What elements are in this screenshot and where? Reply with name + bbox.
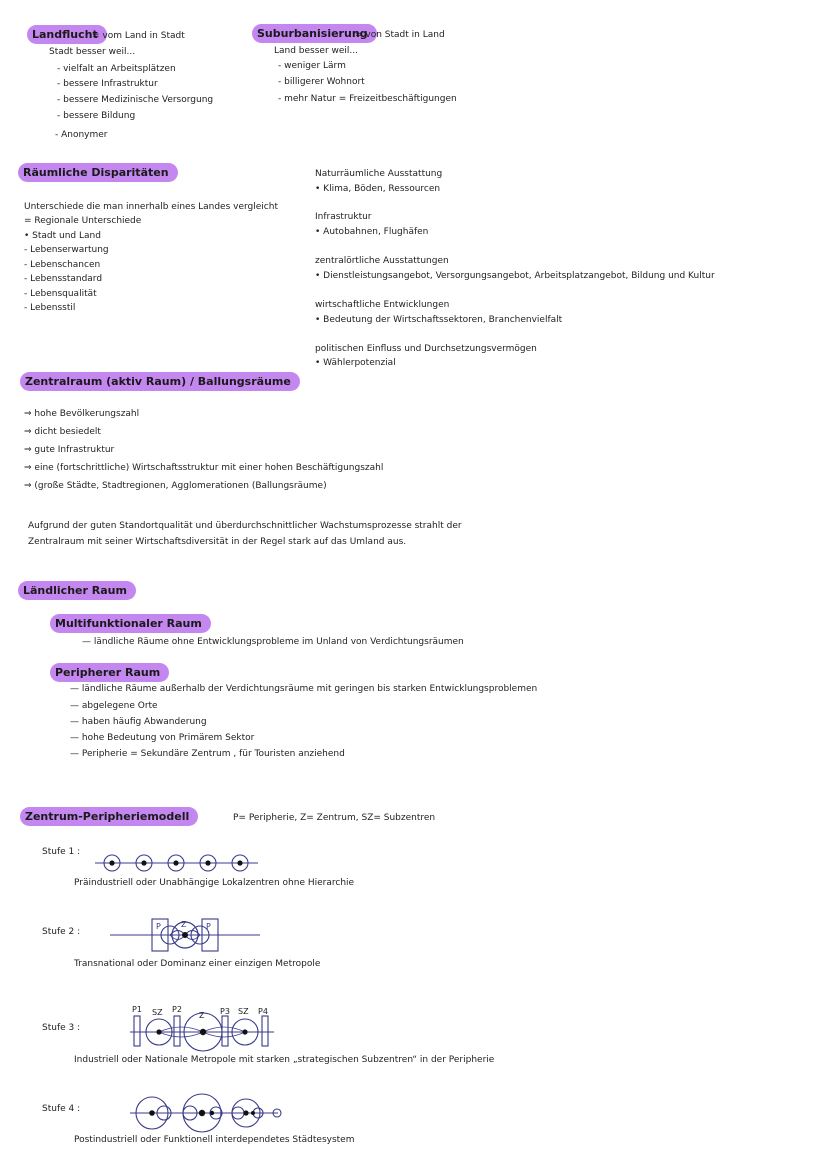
list-item: — Peripherie = Sekundäre Zentrum , für Touristen anziehend [70, 749, 345, 759]
label-p: P [206, 922, 211, 931]
list-item: — haben häufig Abwanderung [70, 717, 207, 727]
stufe-2-label: Stufe 2 : [42, 927, 81, 937]
list-item: - Lebensstil [24, 303, 76, 313]
stufe-2-caption: Transnational oder Dominanz einer einzigen Metropole [74, 959, 321, 969]
list-item: ⇒ hohe Bevölkerungszahl [24, 409, 140, 419]
zentralraum-paragraph-line-1: Aufgrund der guten Standortqualität und überdurchschnittlicher Wachstumsprozesse strahlt der [28, 521, 462, 531]
suburbanisierung-definition: = von Stadt in Land [355, 30, 445, 40]
list-item: - bessere Medizinische Versorgung [57, 95, 214, 105]
list-item: - Lebenschancen [24, 260, 101, 270]
list-item: - bessere Bildung [57, 111, 136, 121]
stufe-1-diagram [90, 850, 260, 876]
list-item: - vielfalt an Arbeitsplätzen [57, 64, 176, 74]
suburbanisierung-heading: Suburbanisierung [252, 24, 377, 43]
landflucht-heading: Landflucht [27, 25, 107, 44]
peripher-heading: Peripherer Raum [50, 663, 169, 682]
label-p3: P3 [220, 1007, 230, 1016]
list-item: ⇒ (große Städte, Stadtregionen, Agglomerationen (Ballungsräume) [24, 481, 327, 491]
modell-heading: Zentrum-Peripheriemodell [20, 807, 198, 826]
factor-item: • Autobahnen, Flughäfen [315, 227, 429, 237]
factor-heading: Infrastruktur [315, 212, 372, 222]
stufe-4-caption: Postindustriell oder Funktionell interdependetes Städtesystem [74, 1135, 355, 1145]
zentralraum-heading: Zentralraum (aktiv Raum) / Ballungsräume [20, 372, 300, 391]
factor-item: • Bedeutung der Wirtschaftssektoren, Branchenvielfalt [315, 315, 563, 325]
zentralraum-paragraph-line-2: Zentralraum mit seiner Wirtschaftsdiversität in der Regel stark auf das Umland aus. [28, 537, 407, 547]
list-item: - bessere Infrastruktur [57, 79, 158, 89]
factor-item: • Wählerpotenzial [315, 358, 396, 368]
stufe-1-label: Stufe 1 : [42, 847, 81, 857]
stufe-2-diagram [108, 916, 263, 954]
list-item: - Anonymer [55, 130, 108, 140]
label-p4: P4 [258, 1007, 268, 1016]
landflucht-definition: = vom Land in Stadt [92, 31, 185, 41]
stufe-4-diagram [128, 1093, 288, 1133]
factor-heading: wirtschaftliche Entwicklungen [315, 300, 450, 310]
list-item: — hohe Bedeutung von Primärem Sektor [70, 733, 255, 743]
multifunktional-heading: Multifunktionaler Raum [50, 614, 211, 633]
factor-heading: Naturräumliche Ausstattung [315, 169, 443, 179]
suburbanisierung-intro: Land besser weil... [274, 46, 359, 56]
label-sz: SZ [152, 1008, 163, 1017]
list-item: ⇒ gute Infrastruktur [24, 445, 115, 455]
list-item: • Stadt und Land [24, 231, 101, 241]
laendlich-heading: Ländlicher Raum [18, 581, 136, 600]
list-item: - mehr Natur = Freizeitbeschäftigungen [278, 94, 457, 104]
factor-heading: zentralörtliche Ausstattungen [315, 256, 449, 266]
list-item: - Lebenserwartung [24, 245, 109, 255]
disparitaeten-intro: Unterschiede die man innerhalb eines Landes vergleicht [24, 202, 278, 212]
stufe-1-caption: Präindustriell oder Unabhängige Lokalzentren ohne Hierarchie [74, 878, 355, 888]
list-item: ⇒ dicht besiedelt [24, 427, 101, 437]
factor-item: • Dienstleistungsangebot, Versorgungsangebot, Arbeitsplatzangebot, Bildung und Kultur [315, 271, 715, 281]
disparitaeten-heading: Räumliche Disparitäten [18, 163, 178, 182]
factor-heading: politischen Einfluss und Durchsetzungsvermögen [315, 344, 537, 354]
landflucht-intro: Stadt besser weil... [49, 47, 136, 57]
list-item: - weniger Lärm [278, 61, 346, 71]
stufe-4-label: Stufe 4 : [42, 1104, 81, 1114]
list-item: = Regionale Unterschiede [24, 216, 142, 226]
multifunktional-item: — ländliche Räume ohne Entwicklungsprobleme im Unland von Verdichtungsräumen [82, 637, 464, 647]
stufe-3-caption: Industriell oder Nationale Metropole mit starken „strategischen Subzentren“ in der Peripherie [74, 1055, 495, 1065]
label-p2: P2 [172, 1005, 182, 1014]
list-item: - Lebensstandard [24, 274, 103, 284]
list-item: ⇒ eine (fortschrittliche) Wirtschaftsstruktur mit einer hohen Beschäftigungszahl [24, 463, 384, 473]
label-p1: P1 [132, 1005, 142, 1014]
list-item: — abgelegene Orte [70, 701, 158, 711]
label-sz: SZ [238, 1007, 249, 1016]
modell-legend: P= Peripherie, Z= Zentrum, SZ= Subzentren [233, 813, 436, 823]
list-item: - Lebensqualität [24, 289, 97, 299]
list-item: — ländliche Räume außerhalb der Verdichtungsräume mit geringen bis starken Entwicklungsproblemen [70, 684, 538, 694]
stufe-3-label: Stufe 3 : [42, 1023, 81, 1033]
label-p: P [156, 922, 161, 931]
label-z: Z [181, 920, 187, 929]
factor-item: • Klima, Böden, Ressourcen [315, 184, 441, 194]
stufe-3-diagram [128, 1002, 278, 1054]
list-item: - billigerer Wohnort [278, 77, 365, 87]
label-z: Z [199, 1011, 205, 1020]
